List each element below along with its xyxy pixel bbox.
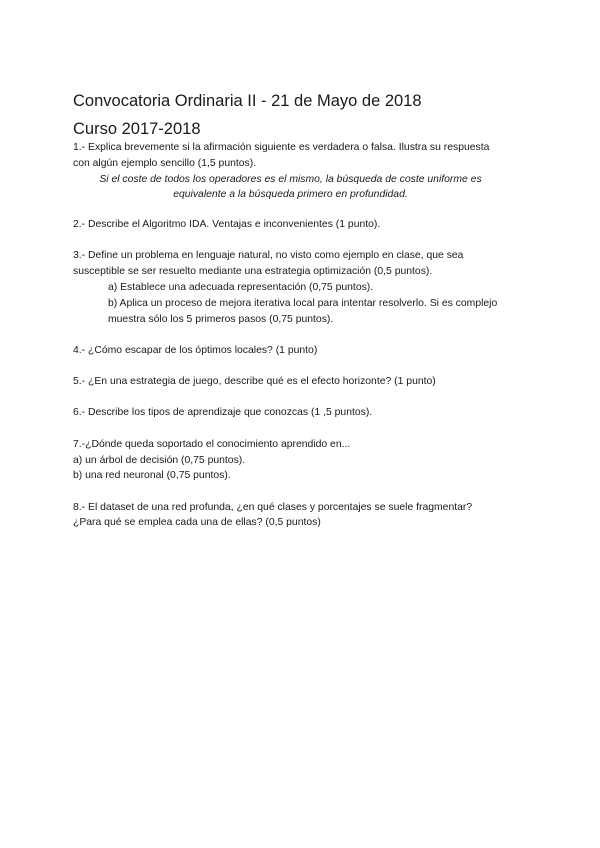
question-7-line-1: 7.-¿Dónde queda soportado el conocimiento aprendido en...: [73, 438, 351, 450]
question-5-text: 5.- ¿En una estrategia de juego, describe qué es el efecto horizonte? (1 punto): [73, 376, 436, 388]
question-1-line-1: 1.- Explica brevemente si la afirmación siguiente es verdadera o falsa. Ilustra su respuesta: [73, 142, 490, 153]
question-8: [73, 500, 528, 532]
question-2-text: 2.- Describe el Algoritmo IDA. Ventajas e inconvenientes (1 punto).: [73, 219, 381, 231]
exam-title: Convocatoria Ordinaria II - 21 de Mayo de 2018: [73, 92, 422, 110]
question-8-line-2: ¿Para qué se emplea cada una de ellas? (0,5 puntos): [73, 517, 321, 529]
question-4: [73, 343, 528, 359]
question-5: [73, 374, 528, 390]
question-3-line-1: 3.- Define un problema en lenguaje natural, no visto como ejemplo en clase, que sea: [73, 250, 464, 262]
course-label: Curso 2017-2018: [73, 120, 201, 138]
question-6: [73, 405, 528, 421]
question-7-part-b: b) una red neuronal (0,75 puntos).: [73, 470, 231, 482]
question-3-line-2: susceptible se ser resuelto mediante una estrategia optimización (0,5 puntos).: [73, 266, 433, 278]
question-2: [73, 217, 528, 233]
question-1-quote-line-2: equivalente a la búsqueda primero en profundidad.: [173, 188, 408, 200]
question-1-line-2: con algún ejemplo sencillo (1,5 puntos).: [73, 157, 257, 169]
exam-content: [73, 90, 528, 531]
question-3-part-b-line-2: muestra sólo los 5 primeros pasos (0,75 puntos).: [108, 313, 334, 325]
question-7-part-a: a) un árbol de decisión (0,75 puntos).: [73, 454, 246, 466]
question-3-part-b-line-1: b) Aplica un proceso de mejora iterativa local para intentar resolverlo. Si es complejo: [108, 297, 498, 309]
question-8-line-1: 8.- El dataset de una red profunda, ¿en qué clases y porcentajes se suele fragmentar?: [73, 501, 473, 513]
question-7: [73, 437, 528, 484]
question-1-quote-line-1: Si el coste de todos los operadores es el mismo, la búsqueda de coste uniforme es: [99, 173, 482, 185]
question-4-text: 4.- ¿Cómo escapar de los óptimos locales? (1 punto): [73, 344, 318, 356]
question-6-text: 6.- Describe los tipos de aprendizaje que conozcas (1 ,5 puntos).: [73, 407, 373, 419]
question-1: [73, 140, 528, 202]
question-3-part-a: a) Establece una adecuada representación (0,75 puntos).: [108, 281, 374, 293]
question-3: [73, 248, 528, 327]
